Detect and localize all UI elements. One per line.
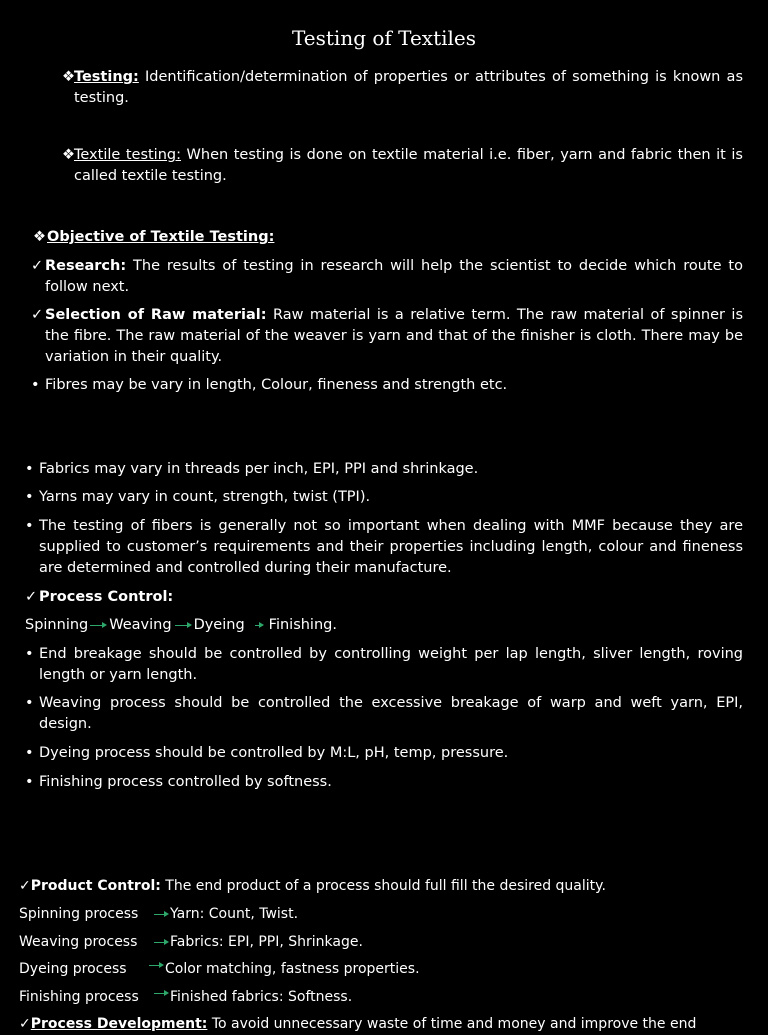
raw-material-label: Selection of Raw material: <box>45 307 267 323</box>
product-row <box>19 932 363 953</box>
diamond-bullet-icon: ❖ <box>62 147 75 163</box>
testing-text: Identification/determination of properties or attributes of something is known as testing. <box>74 69 743 106</box>
page-title: Testing of Textiles <box>292 26 476 50</box>
bullet-icon: • <box>25 695 34 711</box>
raw-material-item <box>31 305 743 368</box>
arrow-right-icon <box>149 965 161 966</box>
process-control-heading <box>25 587 743 608</box>
bullet-icon: • <box>31 377 40 393</box>
research-text: The results of testing in research will help the scientist to decide which route to follow next. <box>45 258 743 295</box>
testing-label: Testing: <box>74 69 139 85</box>
diamond-bullet-icon: ❖ <box>62 69 75 85</box>
product-process: Weaving process <box>19 934 138 950</box>
product-result: Yarn: Count, Twist. <box>170 906 299 922</box>
testing-definition <box>62 67 743 109</box>
product-result: Fabrics: EPI, PPI, Shrinkage. <box>170 934 363 950</box>
product-row <box>19 959 420 980</box>
textile-testing-definition <box>62 145 743 187</box>
check-icon: ✓ <box>25 589 38 605</box>
bullet-icon: • <box>25 489 34 505</box>
product-control-item <box>19 876 606 897</box>
bullet-icon: • <box>25 774 34 790</box>
dyeing-process-text: Dyeing process should be controlled by M:L, pH, temp, pressure. <box>39 745 509 761</box>
fiber-testing-item <box>25 516 743 579</box>
product-result: Finished fabrics: Softness. <box>170 989 353 1005</box>
check-icon: ✓ <box>31 307 44 323</box>
textile-testing-text: When testing is done on textile material i.e. fiber, yarn and fabric then it is called textile testing. <box>74 147 743 184</box>
research-label: Research: <box>45 258 127 274</box>
finishing-process-text: Finishing process controlled by softness. <box>39 774 332 790</box>
fibres-vary-text: Fibres may be vary in length, Colour, fineness and strength etc. <box>45 377 508 393</box>
fibres-vary-item <box>31 375 743 396</box>
product-result: Color matching, fastness properties. <box>165 961 420 977</box>
arrow-right-icon <box>175 625 189 626</box>
diamond-bullet-icon: ❖ <box>33 229 46 245</box>
weaving-process-text: Weaving process should be controlled the excessive breakage of warp and weft yarn, EPI, design. <box>39 695 743 732</box>
product-process: Finishing process <box>19 989 139 1005</box>
fiber-testing-text: The testing of fibers is generally not so important when dealing with MMF because they are supplied to customer’s requirements and their properties including length, colour and fineness are determined and controlled during their manufacture. <box>39 518 743 576</box>
weaving-process-item <box>25 693 743 735</box>
process-control-label: Process Control: <box>39 589 174 605</box>
bullet-icon: • <box>25 745 34 761</box>
fabrics-vary-item <box>25 459 743 480</box>
product-row <box>19 904 298 925</box>
product-process: Dyeing process <box>19 961 127 977</box>
arrow-right-icon <box>255 625 261 626</box>
yarns-vary-text: Yarns may vary in count, strength, twist (TPI). <box>39 489 371 505</box>
finishing-process-item <box>25 772 743 793</box>
objective-label: Objective of Textile Testing: <box>47 229 275 245</box>
check-icon: ✓ <box>19 1016 31 1032</box>
product-control-label: Product Control: <box>30 878 161 894</box>
process-development-text: To avoid unnecessary waste of time and money and improve the end <box>207 1016 697 1032</box>
research-item <box>31 256 743 298</box>
process-flow <box>25 615 337 636</box>
bullet-icon: • <box>25 461 34 477</box>
arrow-right-icon <box>154 942 166 943</box>
bullet-icon: • <box>25 646 34 662</box>
arrow-right-icon <box>90 625 104 626</box>
check-icon: ✓ <box>19 878 31 894</box>
flow-step: Dyeing <box>193 617 245 633</box>
product-row <box>19 987 352 1008</box>
process-development-item <box>19 1014 696 1035</box>
dyeing-process-item <box>25 743 743 764</box>
fabrics-vary-text: Fabrics may vary in threads per inch, EPI, PPI and shrinkage. <box>39 461 479 477</box>
end-breakage-item <box>25 644 743 686</box>
yarns-vary-item <box>25 487 743 508</box>
check-icon: ✓ <box>31 258 44 274</box>
arrow-right-icon <box>154 914 166 915</box>
product-process: Spinning process <box>19 906 139 922</box>
objective-heading <box>33 227 743 248</box>
end-breakage-text: End breakage should be controlled by controlling weight per lap length, sliver length, roving length or yarn length. <box>39 646 743 683</box>
flow-step: Weaving <box>109 617 172 633</box>
product-control-text: The end product of a process should full fill the desired quality. <box>160 878 606 894</box>
textile-testing-label: Textile testing: <box>74 147 181 163</box>
arrow-right-icon <box>154 993 166 994</box>
process-development-label: Process Development: <box>30 1016 208 1032</box>
flow-step: Finishing. <box>268 617 337 633</box>
flow-step: Spinning <box>25 617 89 633</box>
raw-material-text: Raw material is a relative term. The raw material of spinner is the fibre. The raw material of the weaver is yarn and that of the finisher is cloth. There may be variation in their quality. <box>45 307 743 365</box>
bullet-icon: • <box>25 518 34 534</box>
